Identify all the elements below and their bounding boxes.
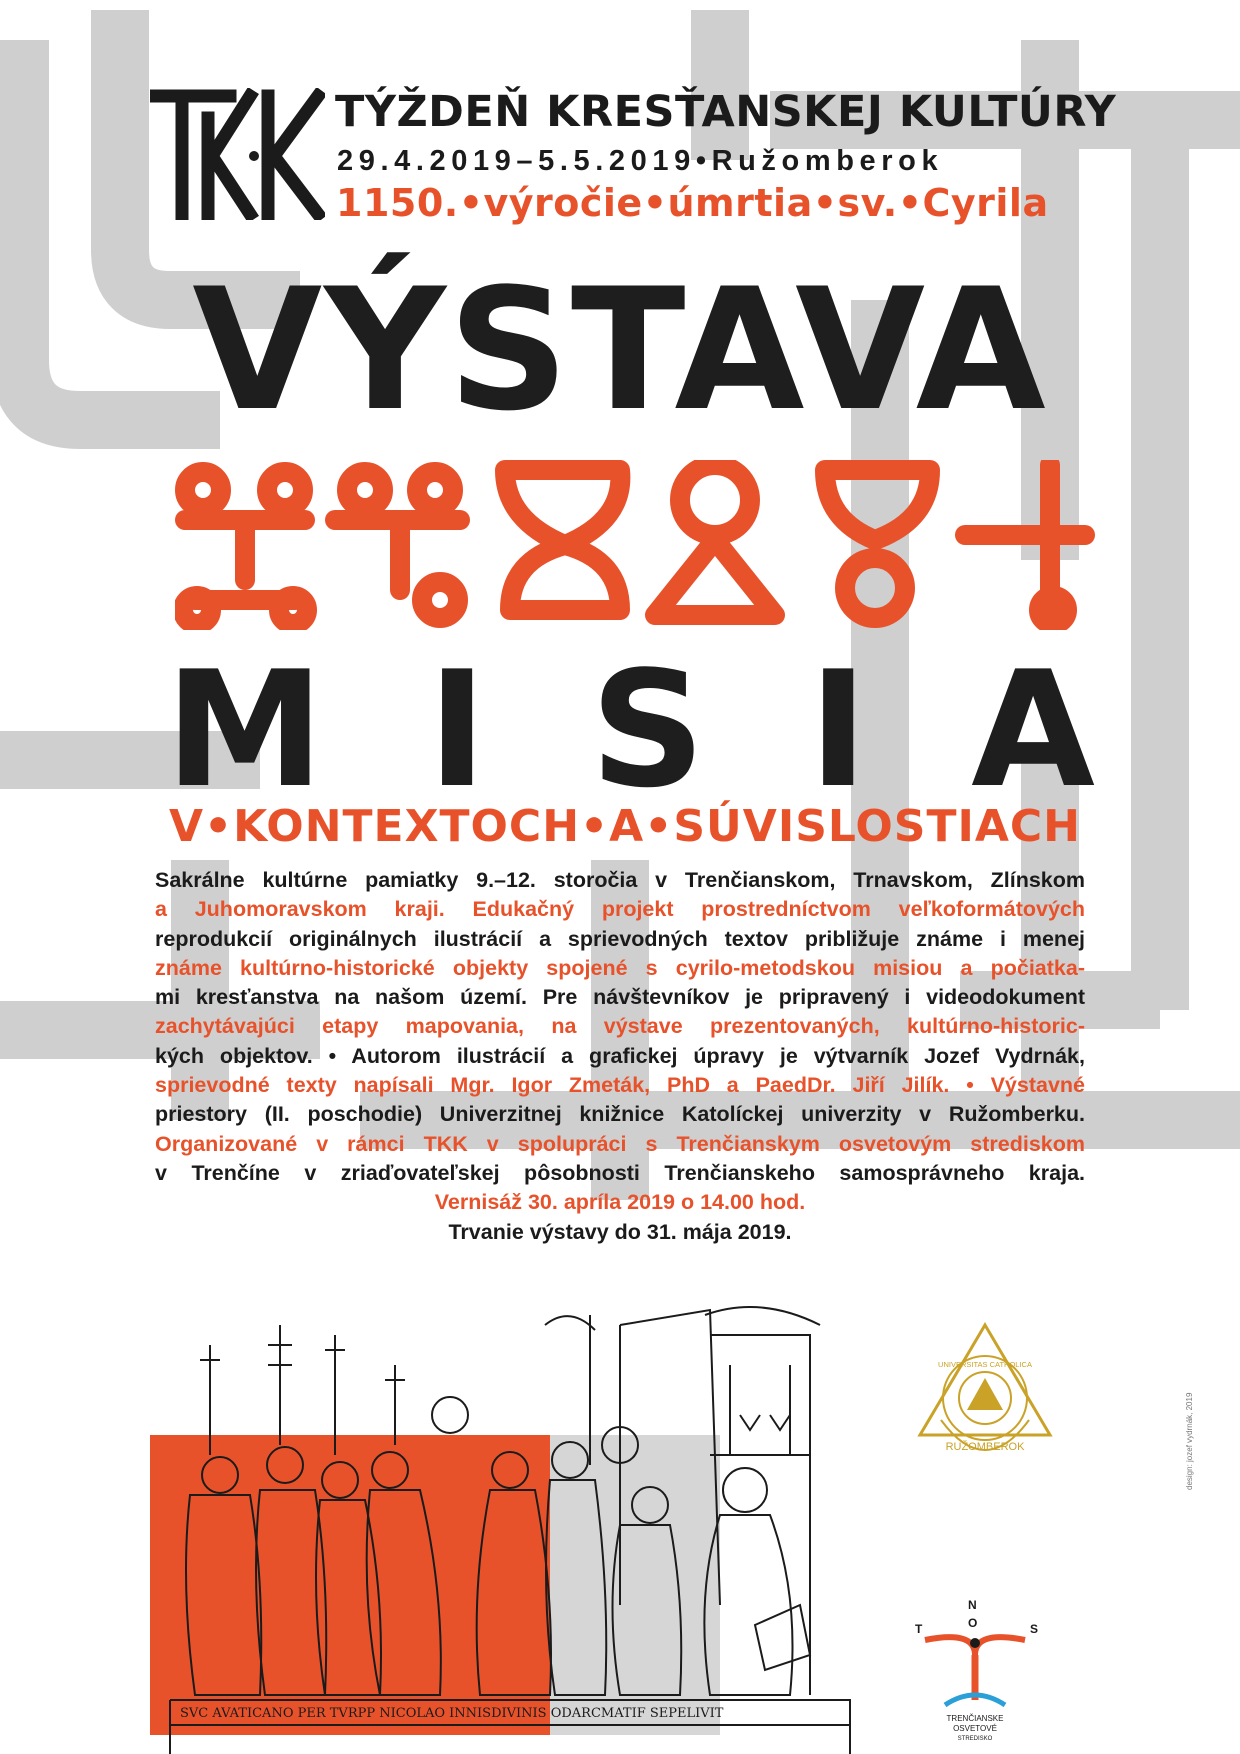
design-credit: design: jozef vydrnák, 2019 [1185,1392,1194,1490]
description-line: sprievodné texty napísali Mgr. Igor Zmeták, PhD a PaedDr. Jiří Jilík. • Výstavné [155,1073,1085,1098]
tos-caption-line: TRENČIANSKE [946,1714,1004,1723]
mission-letter: I [808,636,868,823]
event-title: TÝŽDEŇ KRESŤANSKEJ KULTÚRY [335,87,1117,137]
description-line: a Juhomoravskom kraji. Edukačný projekt prostredníctvom veľkoformátových [155,897,1085,922]
university-name-top: UNIVERSITAS CATHOLICA [938,1360,1032,1369]
event-anniversary: 1150.•výročie•úmrtia•sv.•Cyrila [336,181,1049,225]
exhibition-title: VÝSTAVA [192,252,1048,448]
tos-letter: S [1030,1622,1039,1636]
description-line: kých objektov. • Autorom ilustrácií a grafickej úpravy je výtvarník Jozef Vydrnák, [155,1043,1085,1068]
exhibition-description [155,866,1085,1247]
vernisage-date: Vernisáž 30. apríla 2019 o 14.00 hod. [434,1190,806,1215]
description-line: priestory (II. poschodie) Univerzitnej knižnice Katolíckej univerzity v Ružomberku. [155,1102,1085,1127]
mission-title [165,636,1095,823]
tos-letter: O [968,1616,978,1630]
tos-caption-line: OSVETOVÉ [953,1724,997,1733]
illustration-inscription: SVC AVATICANO PER TVRPP NICOLAO INNISDIVINIS ODARCMATIF SEPELIVIT [180,1706,724,1721]
description-line: v Trenčíne v zriaďovateľskej pôsobnosti Trenčianskeho samosprávneho kraja. [155,1160,1085,1185]
description-line: Sakrálne kultúrne pamiatky 9.–12. storočia v Trenčianskom, Trnavskom, Zlínskom [155,868,1085,892]
saints-procession-illustration [150,1305,870,1754]
event-dates: 29.4.2019–5.5.2019•Ružomberok [337,145,944,177]
tos-letter: N [968,1598,977,1612]
description-line: mi kresťanstva na našom území. Pre návštevníkov je pripravený i videodokument [155,985,1085,1010]
tos-letter: T [915,1622,923,1636]
exhibition-duration: Trvanie výstavy do 31. mája 2019. [448,1219,792,1244]
glagolitic-letters-icon [175,460,1095,630]
tos-caption-line: STREDISKO [957,1736,993,1742]
description-line: známe kultúrno-historické objekty spojené s cyrilo-metodskou misiou a počiatka- [155,955,1085,980]
exhibition-subtitle: V•KONTEXTOCH•A•SÚVISLOSTIACH [169,801,1081,852]
mission-letter: A [971,636,1095,823]
description-line: zachytávajúci etapy mapovania, na výstave prezentovaných, kultúrno-historic- [155,1014,1085,1039]
catholic-university-logo [915,1320,1055,1455]
description-line: Organizované v rámci TKK v spolupráci s Trenčianskym osvetovým strediskom [155,1131,1085,1156]
mission-letter: I [427,636,487,823]
trencin-cultural-centre-logo [905,1595,1055,1745]
mission-letter: S [590,636,706,823]
description-line: reprodukcií originálnych ilustrácií a sprievodných textov približuje známe i menej [155,926,1085,951]
tkk-logo [150,88,325,220]
university-name-bottom: RUŽOMBEROK [945,1441,1025,1453]
mission-letter: M [165,636,325,823]
